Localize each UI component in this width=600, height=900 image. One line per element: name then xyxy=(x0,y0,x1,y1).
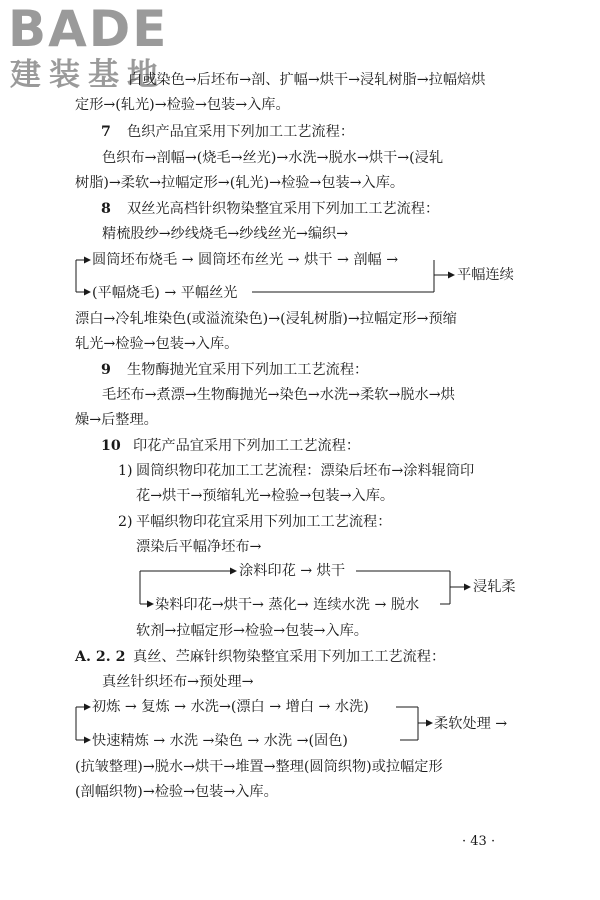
page-number: · 43 · xyxy=(462,834,496,849)
text-line: 白或染色→后坯布→剖、扩幅→烘干→浸轧树脂→拉幅焙烘 xyxy=(128,72,486,88)
text-line: 色织布→剖幅→(烧毛→丝光)→水洗→脱水→烘干→(浸轧 xyxy=(102,150,444,166)
text-line: 圆筒织物印花加工工艺流程：漂染后坯布→涂料辊筒印 xyxy=(136,463,475,479)
section-number: 8 xyxy=(101,201,111,217)
watermark-brand: BADE xyxy=(8,0,169,58)
section-title: 双丝光高档针织物染整宜采用下列加工工艺流程： xyxy=(127,201,440,217)
text-line: 花→烘干→预缩轧光→检验→包装→入库。 xyxy=(136,488,395,504)
flow-merge: 柔软处理 → xyxy=(434,716,508,732)
text-line: 精梳股纱→纱线烧毛→纱线丝光→编织→ xyxy=(102,226,349,242)
flow-branch: 涂料印花 → 烘干 xyxy=(239,563,346,579)
flow-merge: 平幅连续 xyxy=(457,267,514,283)
watermark-subtitle: 建装基地 xyxy=(10,57,166,93)
text-line: 漂染后平幅净坯布→ xyxy=(136,539,262,555)
text-line: 燥→后整理。 xyxy=(75,412,158,428)
text-line: 真丝针织坯布→预处理→ xyxy=(102,674,254,690)
section-number: 9 xyxy=(101,362,111,378)
section-number: 10 xyxy=(101,438,121,454)
text-line: 定形→(轧光)→检验→包装→入库。 xyxy=(75,97,290,113)
flow-branch: 圆筒坯布烧毛 → 圆筒坯布丝光 → 烘干 → 剖幅 → xyxy=(92,252,399,268)
item-number: 1) xyxy=(118,463,133,479)
text-line: (抗皱整理)→脱水→烘干→堆置→整理(圆筒织物)或拉幅定形 xyxy=(75,759,443,775)
text-line: 毛坯布→煮漂→生物酶抛光→染色→水洗→柔软→脱水→烘 xyxy=(102,387,455,403)
section-title: 印花产品宜采用下列加工工艺流程： xyxy=(133,438,361,454)
section-number: A. 2. 2 xyxy=(75,649,126,665)
section-number: 7 xyxy=(101,124,111,140)
item-title: 平幅织物印花宜采用下列加工工艺流程： xyxy=(136,514,392,530)
text-line: 树脂)→柔软→拉幅定形→(轧光)→检验→包装→入库。 xyxy=(75,175,405,191)
section-title: 真丝、苎麻针织物染整宜采用下列加工工艺流程： xyxy=(133,649,446,665)
text-line: 软剂→拉幅定形→检验→包装→入库。 xyxy=(136,623,368,639)
flow-branch: 染料印花→烘干→ 蒸化→ 连续水洗 → 脱水 xyxy=(155,597,420,613)
item-number: 2) xyxy=(118,514,133,530)
flow-merge: 浸轧柔 xyxy=(473,579,516,595)
section-title: 生物酶抛光宜采用下列加工工艺流程： xyxy=(127,362,369,378)
section-title: 色织产品宜采用下列加工工艺流程： xyxy=(127,124,355,140)
flow-branch: 初炼 → 复炼 → 水洗→(漂白 → 增白 → 水洗) xyxy=(92,699,369,715)
text-line: 漂白→冷轧堆染色(或溢流染色)→(浸轧树脂)→拉幅定形→预缩 xyxy=(75,311,457,327)
flow-branch: 快速精炼 → 水洗 →染色 → 水洗 →(固色) xyxy=(92,733,348,749)
flow-branch: (平幅烧毛) → 平幅丝光 xyxy=(92,285,238,301)
text-line: 轧光→检验→包装→入库。 xyxy=(75,336,239,352)
text-line: (剖幅织物)→检验→包装→入库。 xyxy=(75,784,278,800)
